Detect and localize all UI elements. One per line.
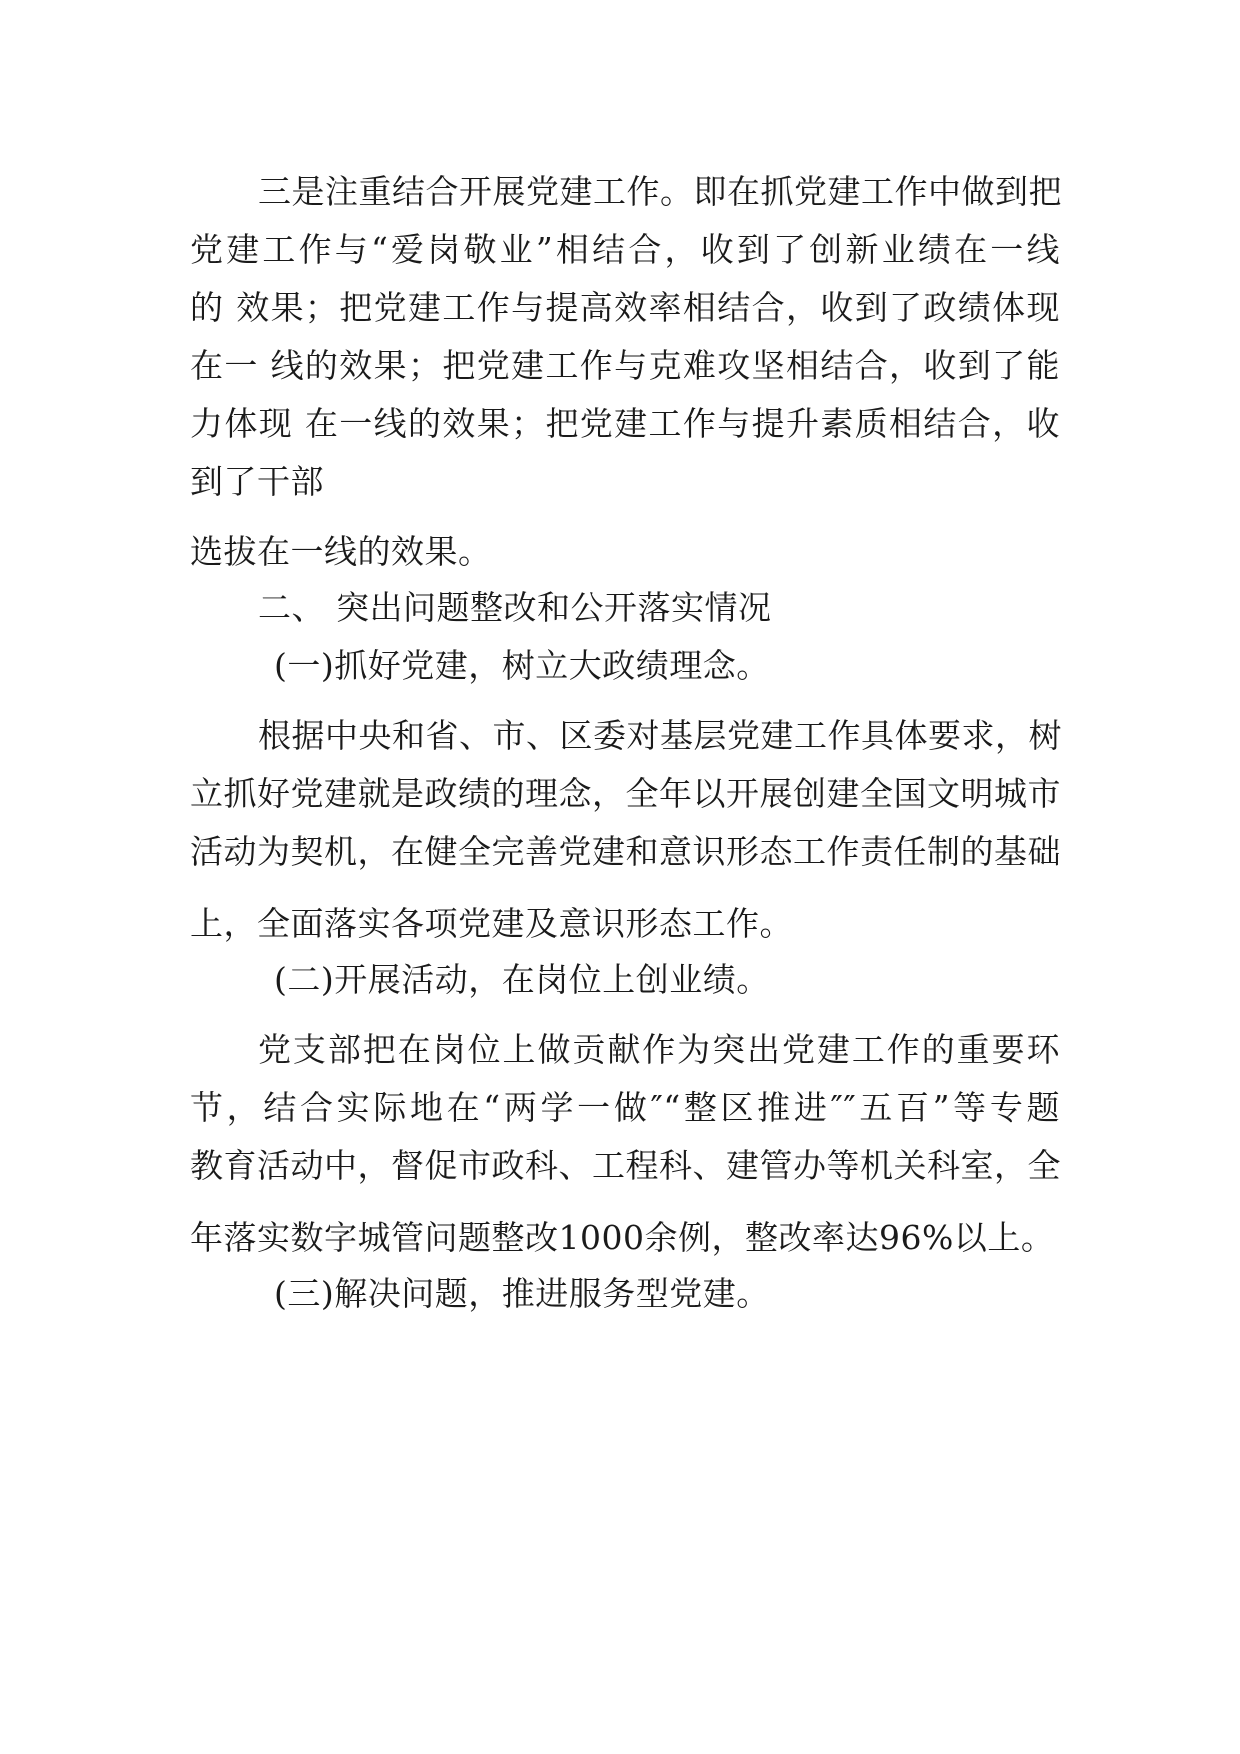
paragraph-1-end: 选拔在一线的效果。: [190, 532, 492, 571]
sub-3-heading: (三)解决问题，推进服务型党建。: [274, 1274, 770, 1313]
sub-1-body-line-3: 活动为契机，在健全完善党建和意识形态工作责任制的基础: [190, 832, 1061, 871]
paragraph-1-line-2: 党建工作与“爱岗敬业”相结合，收到了创新业绩在一线: [190, 230, 1060, 269]
sub-2-body-line-2: 节，结合实际地在“两学一做″“整区推进″″五百”等专题: [190, 1088, 1060, 1127]
sub-2-body-line-3: 教育活动中，督促市政科、工程科、建管办等机关科室，全: [190, 1146, 1061, 1185]
sub-2-body-line-1: 党支部把在岗位上做贡献作为突出党建工作的重要环: [258, 1030, 1060, 1069]
sub-1-body-line-4: 上，全面落实各项党建及意识形态工作。: [190, 904, 793, 943]
paragraph-1-line-1: 三是注重结合开展党建工作。即在抓党建工作中做到把: [258, 172, 1062, 211]
sub-2-heading: (二)开展活动，在岗位上创业绩。: [274, 960, 770, 999]
paragraph-1-line-3: 的 效果；把党建工作与提高效率相结合，收到了政绩体现: [190, 288, 1060, 327]
section-2-heading: 二、 突出问题整改和公开落实情况: [258, 588, 772, 627]
paragraph-1-line-4: 在一 线的效果；把党建工作与克难攻坚相结合，收到了能: [190, 346, 1060, 385]
paragraph-1-line-6: 到了干部: [190, 462, 324, 501]
sub-1-body-line-2: 立抓好党建就是政绩的理念，全年以开展创建全国文明城市: [190, 774, 1061, 813]
sub-2-body-line-4: 年落实数字城管问题整改1000余例，整改率达96%以上。: [190, 1218, 1055, 1257]
sub-1-body-line-1: 根据中央和省、市、区委对基层党建工作具体要求，树: [258, 716, 1062, 755]
sub-1-heading: (一)抓好党建，树立大政绩理念。: [274, 646, 770, 685]
paragraph-1-line-5: 力体现 在一线的效果；把党建工作与提升素质相结合，收: [190, 404, 1060, 443]
